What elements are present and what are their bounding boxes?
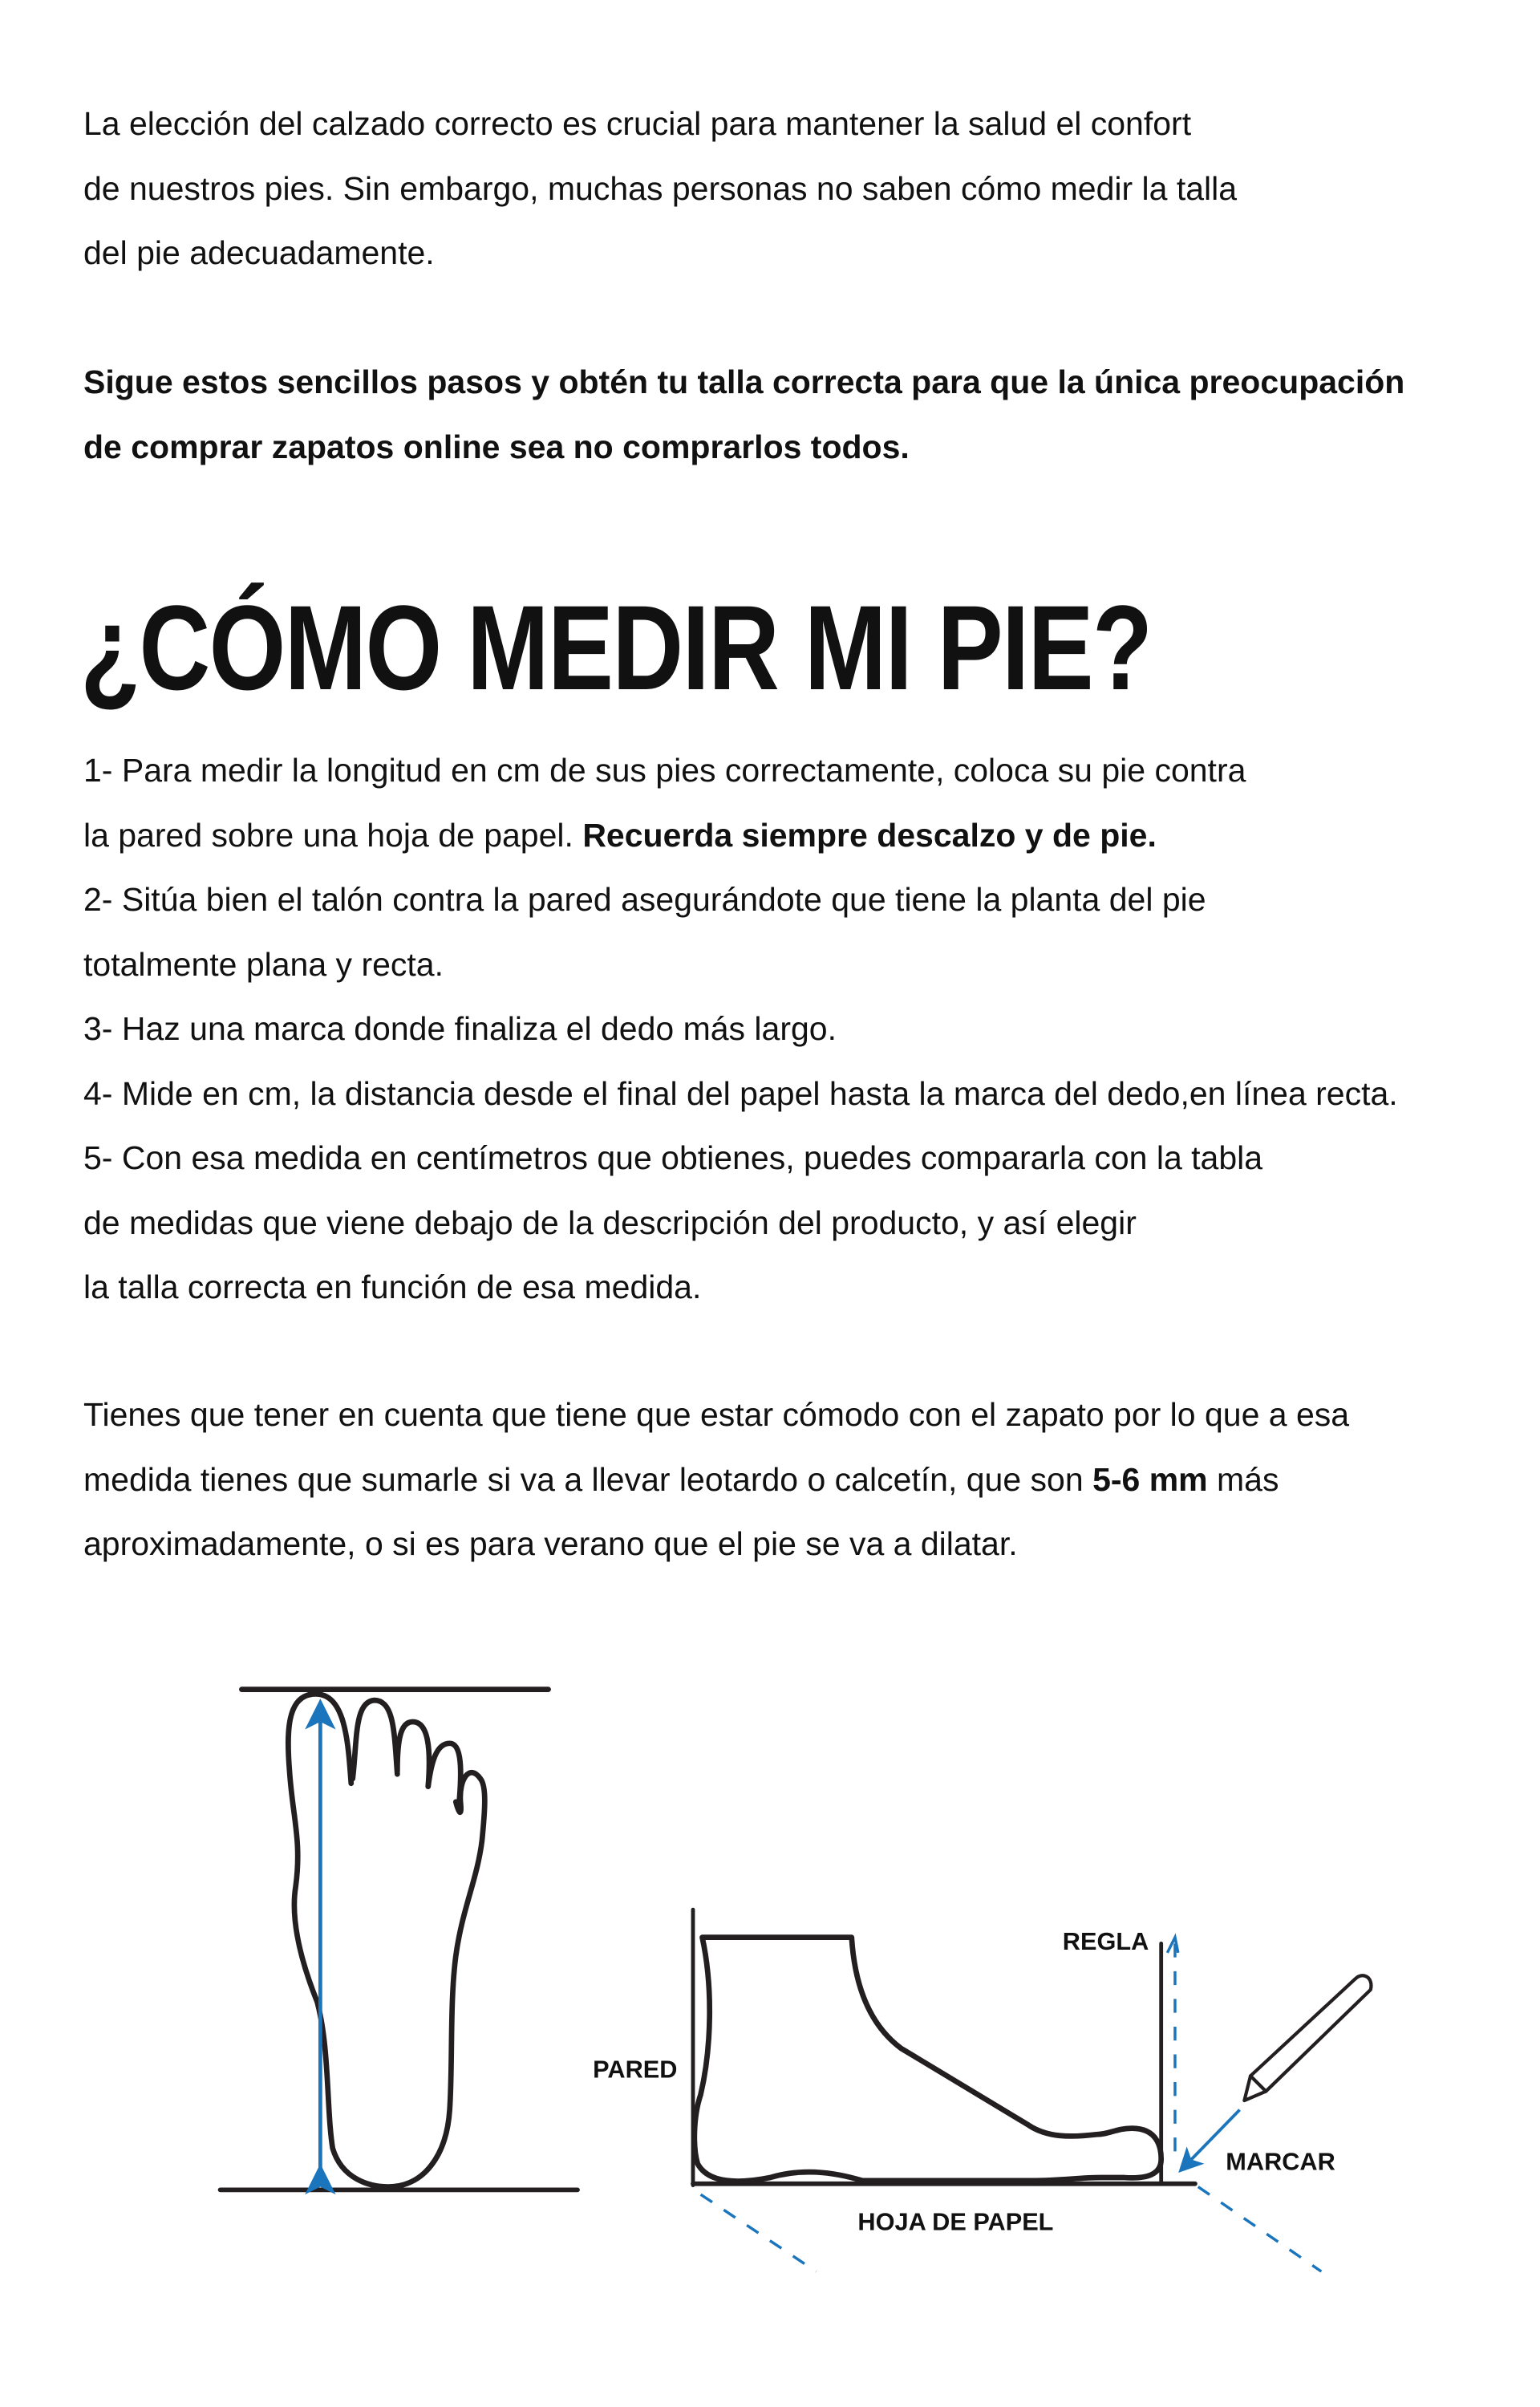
ruler-arrow-tip (1167, 1938, 1177, 1953)
callout-paragraph (83, 350, 1404, 479)
note-paragraph (83, 1382, 1349, 1577)
note-text: más (1207, 1460, 1279, 1498)
label-hoja-de-papel: HOJA DE PAPEL (857, 2207, 1054, 2236)
toe-2 (353, 1700, 398, 1779)
side-foot-outline (695, 1938, 1161, 2182)
callout-line: de comprar zapatos online sea no comprarlos todos. (83, 428, 910, 465)
intro-line: de nuestros pies. Sin embargo, muchas personas no saben cómo medir la talla (83, 169, 1238, 207)
step-2-cont: totalmente plana y recta. (83, 945, 444, 983)
note-line: aproximadamente, o si es para verano que el pie se va a dilatar. (83, 1525, 1018, 1562)
label-pared: PARED (593, 2055, 678, 2084)
foot-top-view (221, 1690, 578, 2190)
note-text: medida tienes que sumarle si va a llevar leotardo o calcetín, que son (83, 1460, 1093, 1498)
step-1: 1- Para medir la longitud en cm de sus pies correctamente, coloca su pie contra (83, 752, 1246, 789)
foot-outline (288, 1694, 484, 2186)
note-line: Tienes que tener en cuenta que tiene que estar cómodo con el zapato por lo que a esa (83, 1396, 1350, 1433)
toe-3 (397, 1722, 429, 1787)
step-5: 5- Con esa medida en centímetros que obtienes, puedes compararla con la tabla (83, 1139, 1263, 1176)
step-text: la pared sobre una hoja de papel. (83, 816, 583, 854)
step-5-cont: la talla correcta en función de esa medida. (83, 1268, 702, 1305)
intro-line: La elección del calzado correcto es crucial para mantener la salud el confort (83, 105, 1192, 142)
step-4: 4- Mide en cm, la distancia desde el final del papel hasta la marca del dedo,en línea recta. (83, 1074, 1398, 1112)
intro-paragraph (83, 91, 1237, 286)
foot-measurement-diagram (0, 1645, 1540, 2407)
step-2: 2- Sitúa bien el talón contra la pared asegurándote que tiene la planta del pie (83, 881, 1206, 918)
callout-line: Sigue estos sencillos pasos y obtén tu talla correcta para que la única preocupación (83, 363, 1405, 400)
note-emphasis: 5-6 mm (1092, 1460, 1208, 1498)
label-marcar: MARCAR (1226, 2147, 1335, 2176)
step-5-cont: de medidas que viene debajo de la descripción del producto, y así elegir (83, 1204, 1137, 1241)
pencil-icon (1244, 1975, 1371, 2101)
page-title: ¿CÓMO MEDIR MI PIE? (80, 580, 1152, 715)
step-3: 3- Haz una marca donde finaliza el dedo más largo. (83, 1010, 837, 1047)
label-regla: REGLA (1062, 1927, 1149, 1955)
step-emphasis: Recuerda siempre descalzo y de pie. (582, 816, 1157, 854)
toe-4 (428, 1743, 461, 1805)
steps-list (83, 738, 1398, 1320)
note-line (83, 1447, 1349, 1512)
step-1-cont (83, 803, 1398, 868)
intro-line: del pie adecuadamente. (83, 234, 435, 271)
